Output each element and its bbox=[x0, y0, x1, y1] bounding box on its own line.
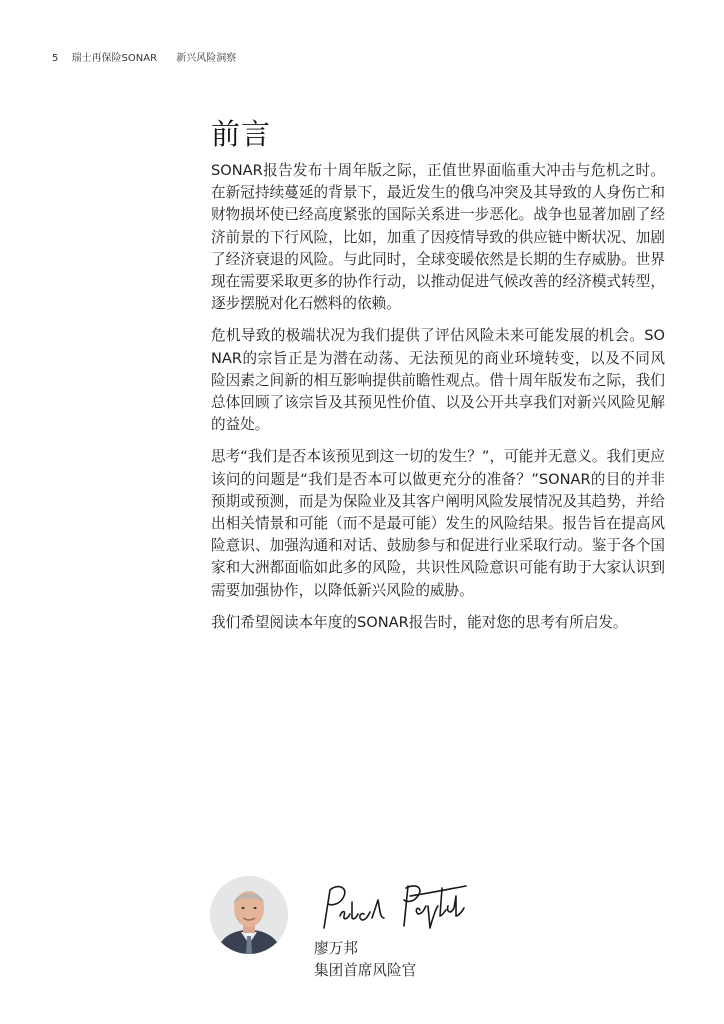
section-title: 新兴风险洞察 bbox=[176, 53, 237, 64]
publication-title: 瑞士再保险SONAR bbox=[71, 53, 158, 64]
handwritten-signature bbox=[314, 876, 474, 936]
body-text bbox=[211, 160, 665, 644]
signatory-name: 廖万邦 bbox=[314, 940, 358, 957]
portrait-image bbox=[210, 876, 288, 954]
paragraph-4: 我们希望阅读本年度的SONAR报告时，能对您的思考有所启发。 bbox=[211, 613, 628, 631]
signatory-title: 集团首席风险官 bbox=[314, 962, 417, 979]
avatar bbox=[210, 876, 288, 954]
paragraph-2: 危机导致的极端状况为我们提供了评估风险未来可能发展的机会。SONAR的宗旨正是为潜在动荡、无法预见的商业环境转变，以及不同风险因素之间新的相互影响提供前瞻性观点。借十周年版发布之际，我们总体回顾了该宗旨及其预见性价值、以及公开共享我们对新兴风险见解的益处。 bbox=[211, 327, 665, 434]
signature-block bbox=[210, 876, 670, 986]
running-header bbox=[52, 49, 236, 64]
page-heading: 前言 bbox=[211, 117, 272, 151]
page-number: 5 bbox=[52, 53, 59, 64]
paragraph-1: SONAR报告发布十周年版之际，正值世界面临重大冲击与危机之时。在新冠持续蔓延的背景下，最近发生的俄乌冲突及其导致的人身伤亡和财物损坏使已经高度紧张的国际关系进一步恶化。战争也显著加剧了经济前景的下行风险，比如，加重了因疫情导致的供应链中断状况、加剧了经济衰退的风险。与此同时，全球变暖依然是长期的生存威胁。世界现在需要采取更多的协作行动，以推动促进气候改善的经济模式转型，逐步摆脱对化石燃料的依赖。 bbox=[211, 162, 665, 313]
paragraph-3: 思考“我们是否本该预见到这一切的发生？”，可能并无意义。我们更应该问的问题是“我们是否本可以做更充分的准备？”SONAR的目的并非预期或预测，而是为保险业及其客户阐明风险发展情况及其趋势，并给出相关情景和可能（而不是最可能）发生的风险结果。报告旨在提高风险意识、加强沟通和对话、鼓励参与和促进行业采取行动。鉴于各个国家和大洲都面临如此多的风险，共识性风险意识可能有助于大家认识到需要加强协作，以降低新兴风险的威胁。 bbox=[211, 448, 665, 599]
